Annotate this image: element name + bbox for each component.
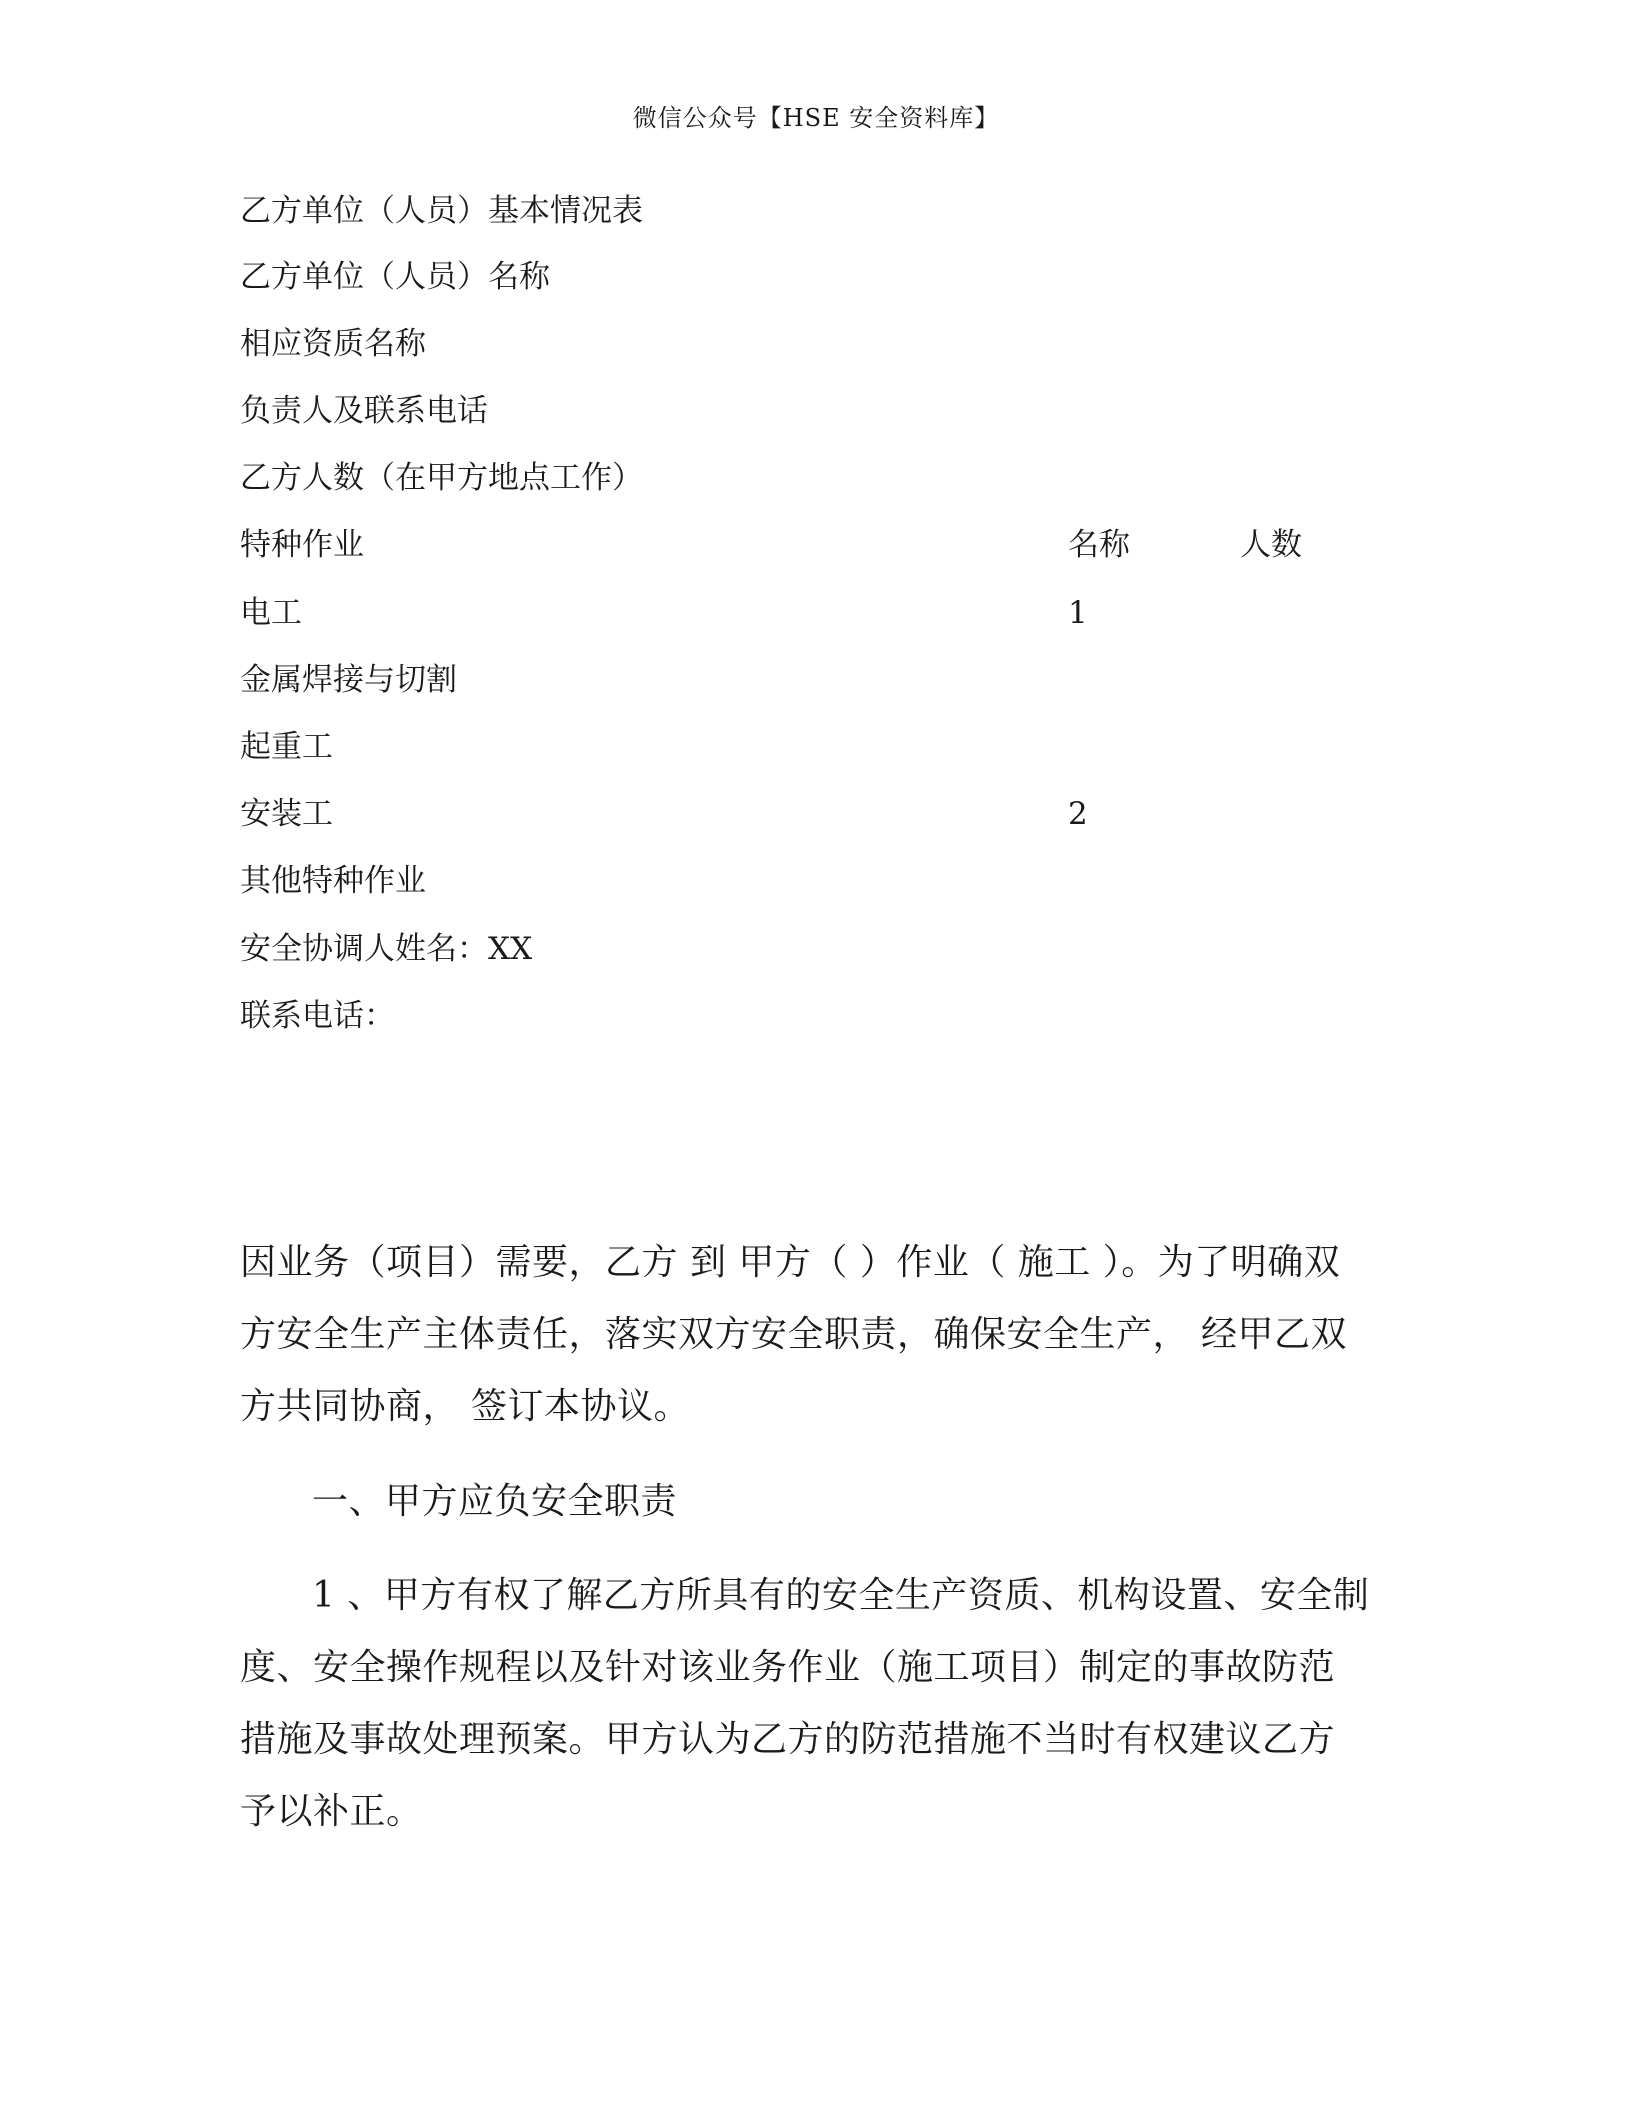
paragraph-line: 因业务（项目）需要，乙方 到 甲方（ ）作业（ 施工 ）。为了明确双: [240, 1242, 1341, 1283]
paragraph-line: 度、安全操作规程以及针对该业务作业（施工项目）制定的事故防范: [240, 1647, 1336, 1688]
intro-paragraph: [240, 1227, 1390, 1443]
contact-phone: 联系电话：: [240, 998, 395, 1034]
paragraph-line: 措施及事故处理预案。甲方认为乙方的防范措施不当时有权建议乙方: [240, 1719, 1336, 1760]
special-work-count: 1: [1068, 595, 1088, 631]
special-work-item: 其他特种作业: [240, 863, 426, 899]
row-party-b-name: 乙方单位（人员）名称: [240, 259, 550, 295]
paragraph-line: 方安全生产主体责任，落实双方安全职责，确保安全生产， 经甲乙双: [240, 1314, 1347, 1355]
paragraph-line: 1 、甲方有权了解乙方所具有的安全生产资质、机构设置、安全制: [312, 1575, 1370, 1616]
row-qualification: 相应资质名称: [240, 326, 426, 362]
safety-coordinator: 安全协调人姓名：XX: [240, 931, 533, 967]
section-heading: 一、甲方应负安全职责: [312, 1481, 678, 1522]
special-work-label: 特种作业: [240, 527, 364, 563]
special-work-item: 安装工: [240, 796, 333, 832]
row-headcount: 乙方人数（在甲方地点工作）: [240, 460, 643, 496]
clause-1-paragraph: [240, 1560, 1390, 1848]
paragraph-line: 方共同协商， 签订本协议。: [240, 1386, 690, 1427]
paragraph-line: 予以补正。: [240, 1791, 423, 1832]
special-work-item: 电工: [240, 595, 302, 631]
page-header: 微信公众号【HSE 安全资料库】: [632, 104, 1000, 132]
special-work-count: 2: [1068, 796, 1088, 832]
table-title: 乙方单位（人员）基本情况表: [240, 193, 643, 229]
special-work-item: 金属焊接与切割: [240, 662, 457, 698]
col-header-name: 名称: [1068, 527, 1130, 563]
row-contact-person: 负责人及联系电话: [240, 393, 488, 429]
col-header-count: 人数: [1240, 527, 1302, 563]
special-work-item: 起重工: [240, 729, 333, 765]
